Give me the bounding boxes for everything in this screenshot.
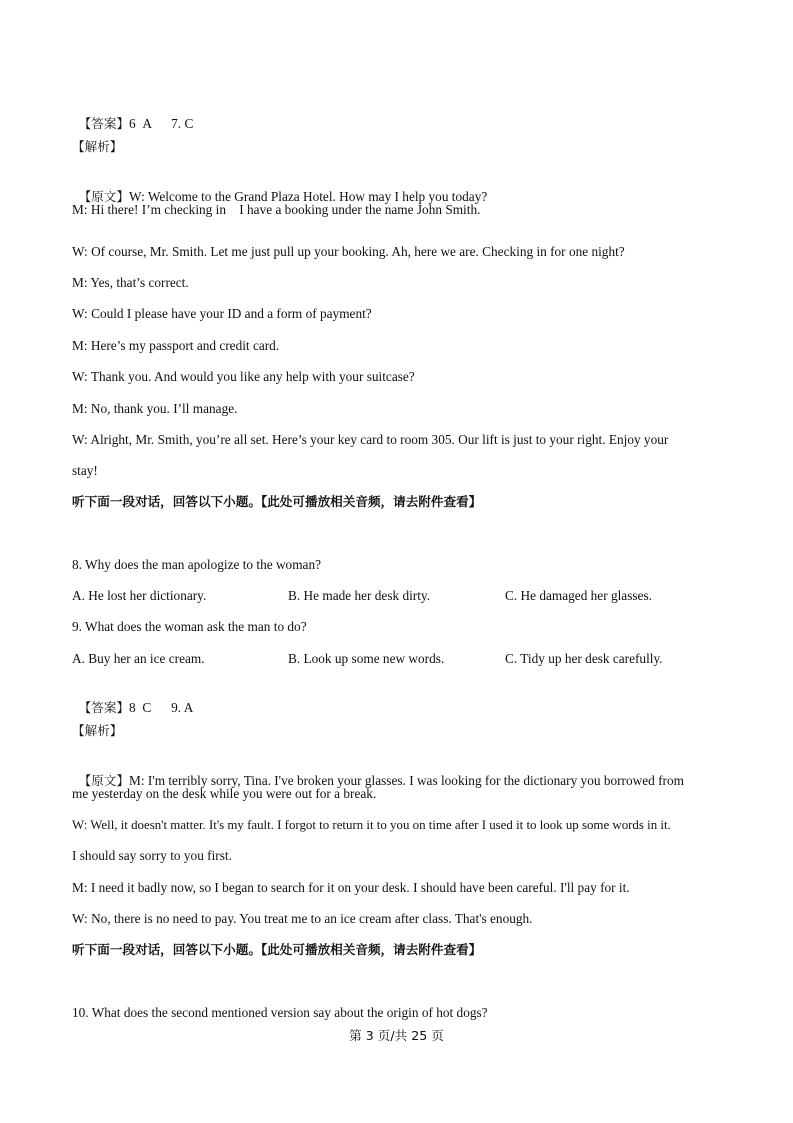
answer-label: 【答案】	[78, 700, 130, 715]
question-stem-9: 9. What does the woman ask the man to do?	[72, 619, 307, 634]
transcript-line: M: Hi there! I’m checking in I have a booking under the name John Smith.	[72, 202, 481, 217]
option-8-c: C. He damaged her glasses.	[505, 588, 652, 603]
transcript-line: I should say sorry to you first.	[72, 848, 232, 863]
transcript-line: me yesterday on the desk while you were out for a break.	[72, 786, 377, 801]
listening-instruction: 听下面一段对话，回答以下小题。【此处可播放相关音频，请去附件查看】	[72, 942, 482, 957]
transcript-text: M: I'm terribly sorry, Tina. I've broken your glasses. I was looking for the dictionary you borrowed from	[129, 773, 684, 788]
transcript-line: stay!	[72, 463, 98, 478]
transcript-line: W: No, there is no need to pay. You treat me to an ice cream after class. That's enough.	[72, 911, 533, 926]
transcript-line: W: Thank you. And would you like any help with your suitcase?	[72, 369, 415, 384]
question-stem-8: 8. Why does the man apologize to the woman?	[72, 557, 322, 572]
option-8-a: A. He lost her dictionary.	[72, 588, 207, 603]
answer-label: 【答案】	[78, 116, 130, 131]
answer-line-6-7	[72, 97, 193, 133]
transcript-line: W: Alright, Mr. Smith, you’re all set. Here’s your key card to room 305. Our lift is just to your right. Enjoy your	[72, 432, 669, 447]
option-8-b: B. He made her desk dirty.	[288, 588, 431, 603]
transcript-line: W: Of course, Mr. Smith. Let me just pull up your booking. Ah, here we are. Checking in for one night?	[72, 244, 625, 259]
page-number: 第 3 页/共 25 页	[349, 1028, 444, 1043]
transcript-line: M: I need it badly now, so I began to search for it on your desk. I should have been careful. I'll pay for it.	[72, 880, 630, 895]
transcript-line: M: Here’s my passport and credit card.	[72, 338, 280, 353]
transcript-line: M: Yes, that’s correct.	[72, 275, 189, 290]
answer-text: 8 C 9. A	[129, 700, 194, 715]
option-9-a: A. Buy her an ice cream.	[72, 651, 205, 666]
transcript-prefix: 【原文】	[78, 773, 130, 788]
listening-instruction: 听下面一段对话，回答以下小题。【此处可播放相关音频，请去附件查看】	[72, 494, 482, 509]
analysis-label: 【解析】	[72, 139, 123, 154]
analysis-label: 【解析】	[72, 723, 123, 738]
transcript-prefix: 【原文】	[78, 189, 130, 204]
answer-line-8-9	[72, 681, 193, 717]
option-9-b: B. Look up some new words.	[288, 651, 445, 666]
option-9-c: C. Tidy up her desk carefully.	[505, 651, 663, 666]
transcript-text: W: Welcome to the Grand Plaza Hotel. How may I help you today?	[129, 189, 488, 204]
question-stem-10: 10. What does the second mentioned version say about the origin of hot dogs?	[72, 1005, 488, 1020]
transcript-line: W: Well, it doesn't matter. It's my fault. I forgot to return it to you on time after I used it to look up some words in it.	[72, 818, 671, 832]
answer-text: 6 A 7. C	[129, 116, 194, 131]
transcript-line: W: Could I please have your ID and a form of payment?	[72, 306, 372, 321]
transcript-line: M: No, thank you. I’ll manage.	[72, 401, 238, 416]
